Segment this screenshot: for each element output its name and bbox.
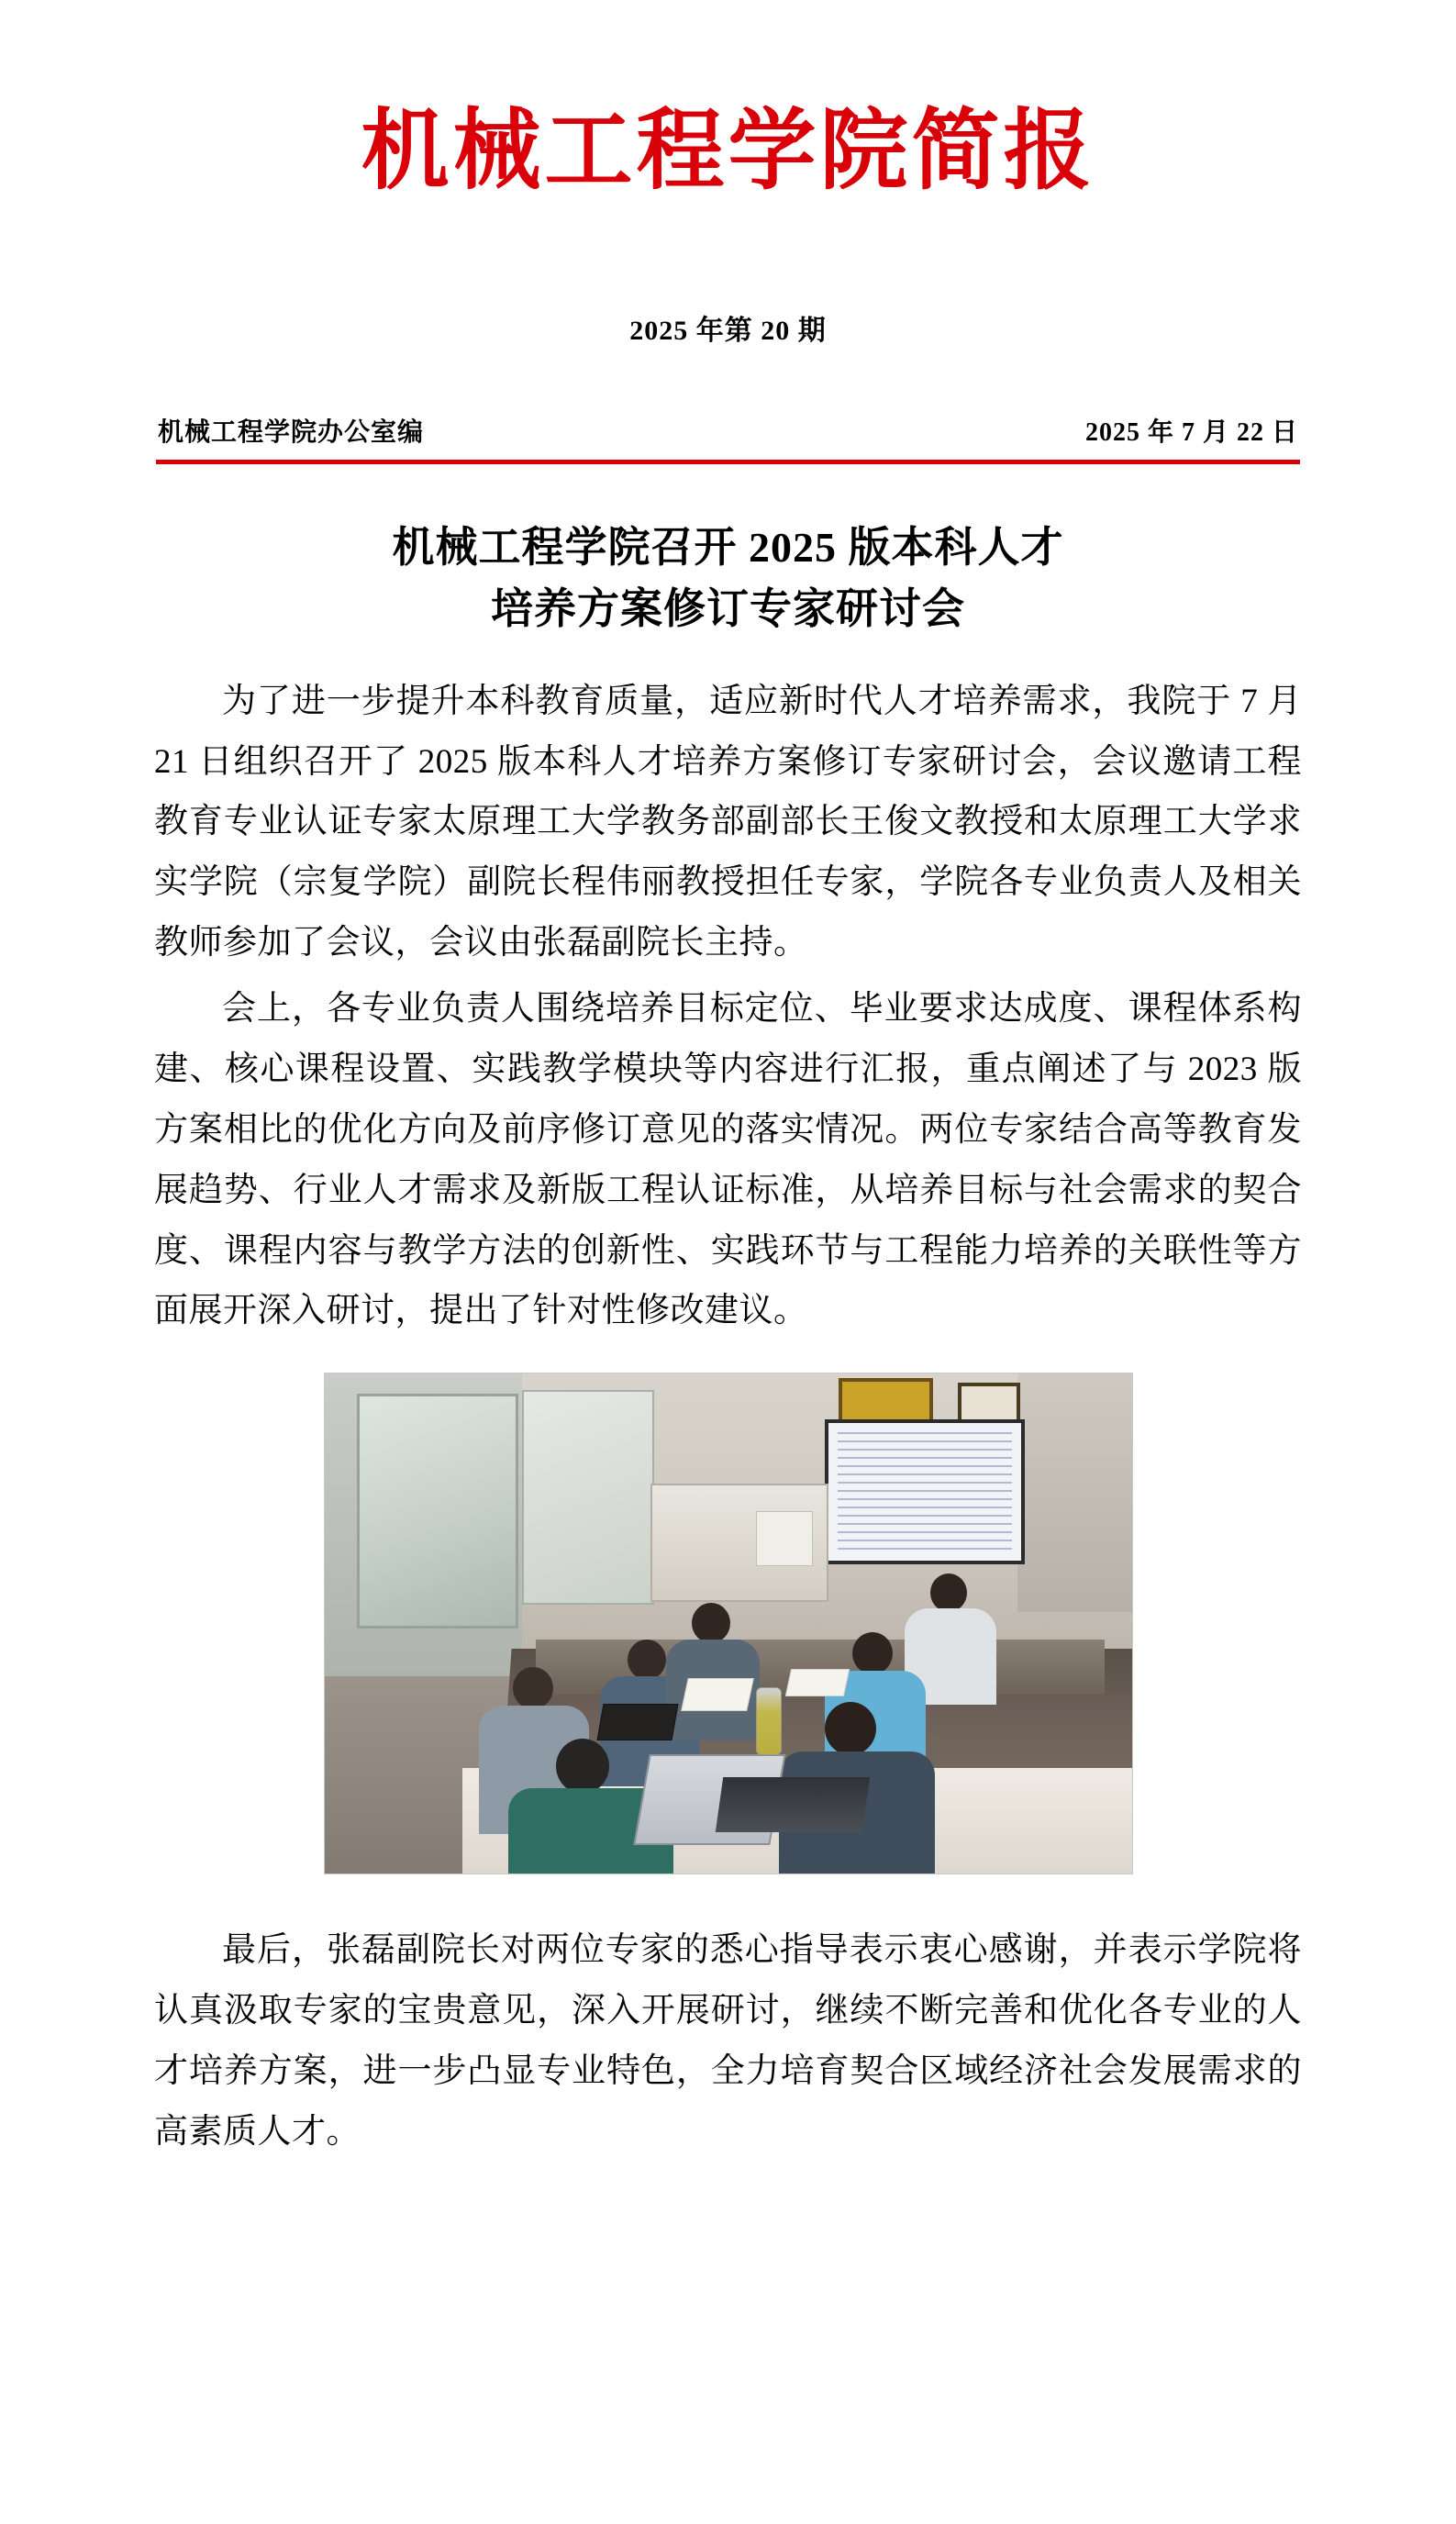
paragraph-1: 为了进一步提升本科教育质量，适应新时代人才培养需求，我院于 7 月 21 日组织召开了 2025 版本科人才培养方案修订专家研讨会，会议邀请工程教育专业认证专家太原理工大学教务部副部长王俊文教授和太原理工大学求实学院（宗复学院）副院长程伟丽教授担任专家，学院各专业负责人及相关教师参加了会议，会议由张磊副院长主持。 <box>154 682 1302 962</box>
photo-person-head <box>692 1603 730 1643</box>
publish-date: 2025 年 7 月 22 日 <box>1084 418 1298 448</box>
photo-person-head <box>852 1632 893 1674</box>
editor-label: 机械工程学院办公室编 <box>158 418 425 448</box>
masthead-title: 机械工程学院简报 <box>361 102 1095 200</box>
photo-right-wall <box>1017 1373 1132 1612</box>
photo-person-head <box>825 1702 876 1755</box>
paragraph-3: 最后，张磊副院长对两位专家的悉心指导表示衷心感谢，并表示学院将认真汲取专家的宝贵意见，深入开展研讨，继续不断完善和优化各专业的人才培养方案，进一步凸显专业特色，全力培育契合区域经济社会发展需求的高素质人才。 <box>154 1931 1302 2151</box>
meta-row <box>138 412 1318 449</box>
article-body-bottom <box>138 1920 1318 2162</box>
photo-person-head <box>513 1667 553 1709</box>
photo-laptop-keyboard <box>715 1777 869 1832</box>
photo-person-head <box>930 1573 967 1612</box>
meeting-photo <box>324 1373 1133 1874</box>
photo-document-sheet <box>784 1669 849 1696</box>
photo-presentation-screen <box>825 1419 1025 1564</box>
article-title-line-2: 培养方案修订专家研讨会 <box>491 585 965 633</box>
photo-glass-partition-1 <box>357 1394 518 1629</box>
red-divider-rule <box>156 460 1300 464</box>
photo-screen-content <box>838 1432 1012 1551</box>
article-title-line-1: 机械工程学院召开 2025 版本科人才 <box>392 524 1064 572</box>
issue-number: 2025 年第 20 期 <box>629 316 827 347</box>
article-body-top <box>138 672 1318 1341</box>
figure-spacer <box>138 1884 1318 1889</box>
photo-notebook <box>596 1704 678 1740</box>
paragraph-2: 会上，各专业负责人围绕培养目标定位、毕业要求达成度、课程体系构建、核心课程设置、实践教学模块等内容进行汇报，重点阐述了与 2023 版方案相比的优化方向及前序修订意见的落实情况。两位专家结合高等教育发展趋势、行业人才需求及新版工程认证标准，从培养目标与社会需求的契合度、课程内容与教学方法的创新性、实践环节与工程能力培养的关联性等方面展开深入研讨，提出了针对性修改建议。 <box>154 990 1302 1330</box>
photo-glass-partition-2 <box>522 1390 654 1605</box>
photo-document-sheet <box>681 1678 754 1711</box>
photo-cabinet-items <box>756 1511 813 1566</box>
photo-person-head <box>628 1640 666 1680</box>
article-title <box>138 517 1318 639</box>
photo-tea-bottle <box>756 1687 782 1755</box>
photo-person-head <box>556 1739 609 1794</box>
